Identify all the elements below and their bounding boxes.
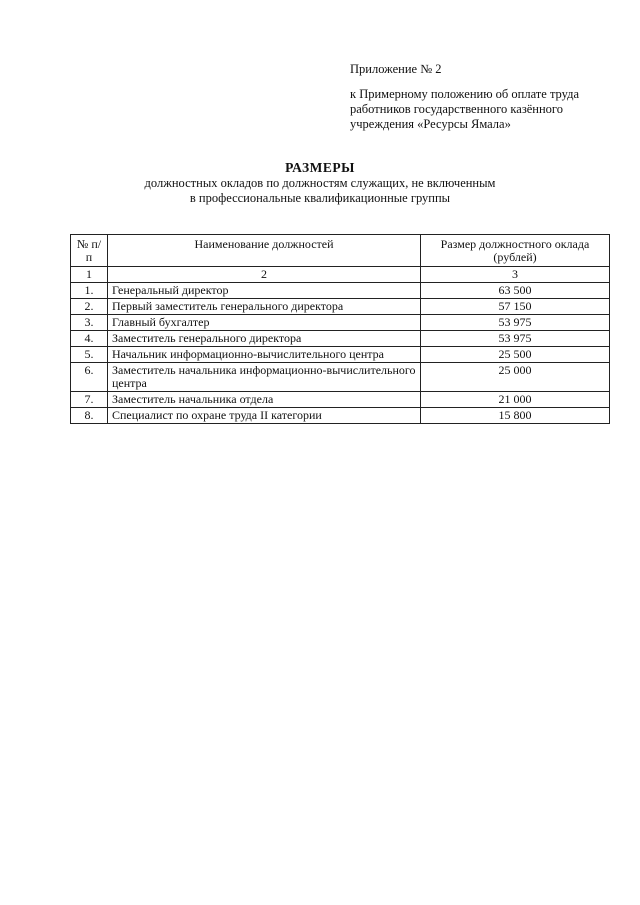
row-num: 1. (71, 283, 108, 299)
document-title: РАЗМЕРЫ (285, 160, 355, 175)
header-pay: Размер должностного оклада (рублей) (421, 235, 610, 267)
row-position: Заместитель начальника отдела (108, 392, 421, 408)
salary-table (70, 234, 610, 424)
row-position: Первый заместитель генерального директора (108, 299, 421, 315)
row-position: Генеральный директор (108, 283, 421, 299)
row-num: 5. (71, 347, 108, 363)
table-row (71, 331, 610, 347)
row-position: Заместитель начальника информационно-вычислительного центра (108, 363, 421, 392)
appendix-header (350, 62, 620, 132)
row-salary: 25 500 (421, 347, 610, 363)
appendix-line: работников государственного казённого (350, 102, 564, 116)
row-num: 3. (71, 315, 108, 331)
appendix-line: к Примерному положению об оплате труда (350, 87, 580, 101)
column-index: 3 (421, 267, 610, 283)
appendix-line: учреждения «Ресурсы Ямала» (350, 117, 511, 131)
row-salary: 21 000 (421, 392, 610, 408)
row-salary: 53 975 (421, 315, 610, 331)
row-num: 7. (71, 392, 108, 408)
column-index: 1 (71, 267, 108, 283)
table-header-row (71, 235, 610, 267)
document-title-block (0, 160, 640, 206)
row-position: Главный бухгалтер (108, 315, 421, 331)
row-salary: 15 800 (421, 408, 610, 424)
table-row (71, 283, 610, 299)
table-row (71, 408, 610, 424)
row-num: 6. (71, 363, 108, 392)
table-row (71, 392, 610, 408)
row-num: 8. (71, 408, 108, 424)
table-row (71, 363, 610, 392)
table-row (71, 299, 610, 315)
row-num: 2. (71, 299, 108, 315)
row-position: Заместитель генерального директора (108, 331, 421, 347)
row-salary: 25 000 (421, 363, 610, 392)
column-index-row (71, 267, 610, 283)
document-subtitle-line: в профессиональные квалификационные группы (189, 191, 451, 205)
table-row (71, 315, 610, 331)
row-salary: 53 975 (421, 331, 610, 347)
appendix-number: Приложение № 2 (350, 62, 442, 76)
document-subtitle-line: должностных окладов по должностям служащих, не включенным (144, 176, 496, 190)
header-num: № п/п (71, 235, 108, 267)
row-num: 4. (71, 331, 108, 347)
row-position: Специалист по охране труда II категории (108, 408, 421, 424)
table-row (71, 347, 610, 363)
header-name: Наименование должностей (108, 235, 421, 267)
row-position: Начальник информационно-вычислительного центра (108, 347, 421, 363)
row-salary: 57 150 (421, 299, 610, 315)
row-salary: 63 500 (421, 283, 610, 299)
column-index: 2 (108, 267, 421, 283)
